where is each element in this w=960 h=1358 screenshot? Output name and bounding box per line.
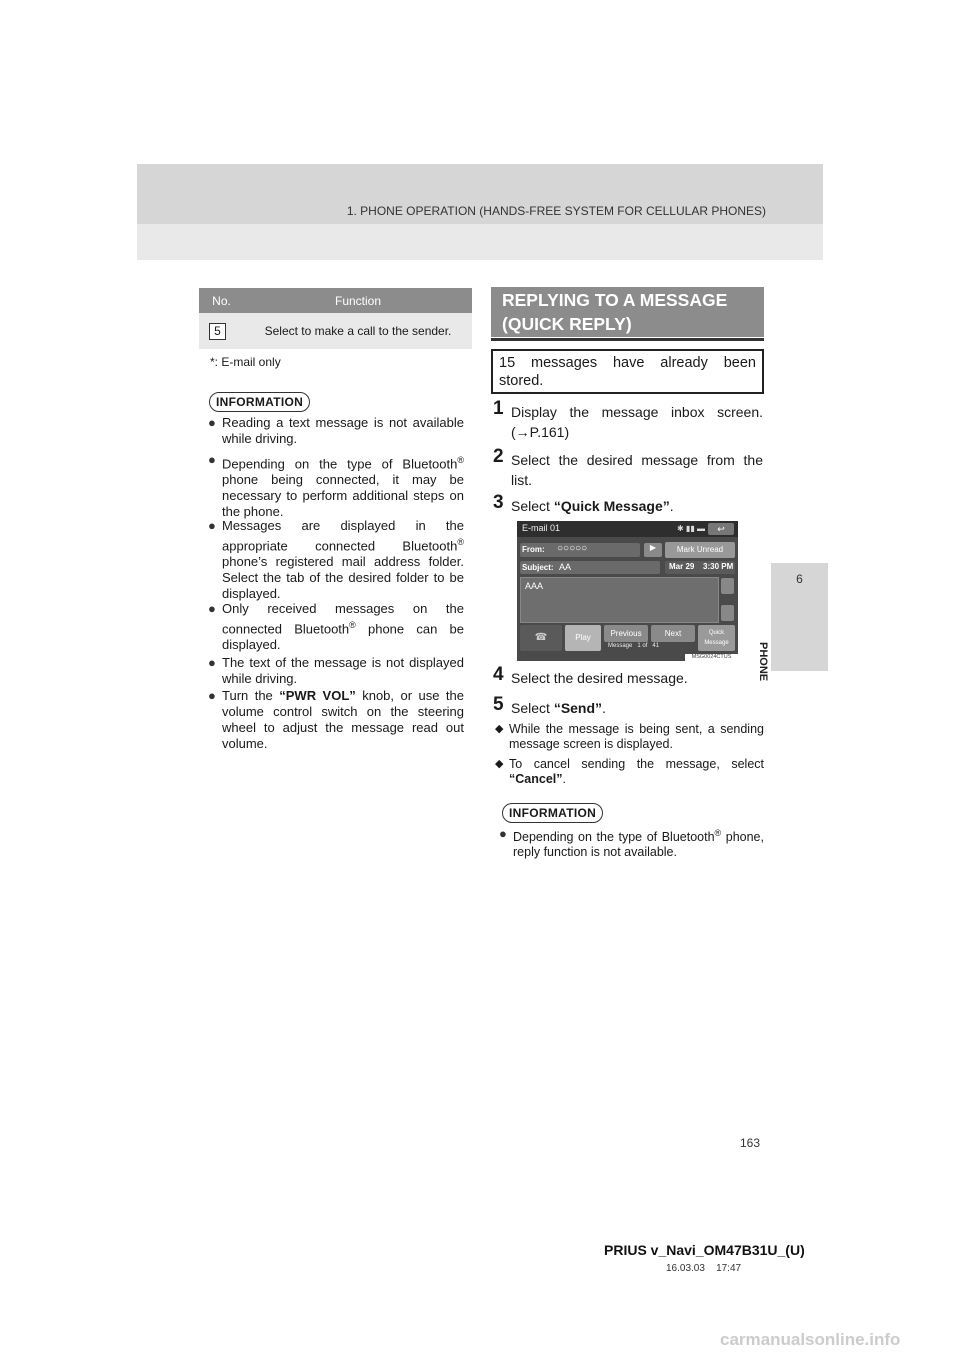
previous-button[interactable]: Previous bbox=[604, 625, 648, 642]
bullet-icon: ● bbox=[499, 826, 507, 841]
mark-unread-button[interactable]: Mark Unread bbox=[665, 542, 735, 558]
quick-message-button[interactable]: Quick Message bbox=[698, 625, 735, 651]
diamond-bullet-icon: ◆ bbox=[495, 758, 504, 770]
bullet-icon: ● bbox=[208, 415, 216, 430]
next-button[interactable]: Next bbox=[651, 625, 695, 642]
boxed-note: 15 messages have already been stored. bbox=[491, 349, 764, 394]
footnote: *: E-mail only bbox=[210, 355, 281, 369]
message-counter: Message 1 of 41 bbox=[608, 643, 660, 649]
info-bullet: ● Reading a text message is not available while driving. bbox=[208, 415, 464, 446]
play-button[interactable]: Play bbox=[565, 625, 601, 651]
step-1: 1 Display the message inbox screen. (→P.161) bbox=[493, 398, 763, 440]
information-badge: INFORMATION bbox=[209, 392, 310, 412]
from-label: From: bbox=[522, 545, 545, 554]
bullet-icon: ● bbox=[208, 655, 216, 670]
watermark: carmanualsonline.info bbox=[720, 1330, 901, 1349]
from-value: ○○○○○ bbox=[557, 543, 588, 554]
manual-model-code: PRIUS v_Navi_OM47B31U_(U) bbox=[604, 1242, 805, 1258]
bullet-icon: ● bbox=[208, 518, 216, 533]
step-bullet: ◆ To cancel sending the message, select “Cancel”. bbox=[495, 757, 764, 786]
information-badge: INFORMATION bbox=[502, 803, 603, 823]
bullet-icon: ● bbox=[208, 601, 216, 616]
step-4: 4 Select the desired message. bbox=[493, 664, 688, 686]
info-bullet: ● Only received messages on the connected Bluetooth® phone can be displayed. bbox=[208, 601, 464, 653]
step-bullet: ◆ While the message is being sent, a sending message screen is displayed. bbox=[495, 722, 764, 751]
chapter-number: 6 bbox=[796, 572, 803, 586]
screen-title: E-mail 01 bbox=[522, 523, 561, 533]
bullet-icon: ● bbox=[208, 688, 216, 703]
info-bullet: ● The text of the message is not displayed while driving. bbox=[208, 655, 464, 686]
section-rule bbox=[491, 338, 764, 341]
subject-value: AA bbox=[559, 562, 572, 572]
info-bullet: ● Depending on the type of Bluetooth® phone, reply function is not available. bbox=[499, 826, 764, 860]
message-screen-image bbox=[517, 521, 738, 661]
message-time: 3:30 PM bbox=[703, 562, 734, 571]
back-icon[interactable]: ↩ bbox=[708, 523, 734, 535]
figure-code: MSG0024CTUS bbox=[685, 654, 738, 661]
info-bullet: ● Turn the “PWR VOL” knob, or use the volume control switch on the steering wheel to adjust the message read out volume. bbox=[208, 688, 464, 751]
step-2: 2 Select the desired message from the list. bbox=[493, 446, 763, 488]
bullet-icon: ● bbox=[208, 452, 216, 467]
subject-label: Subject: bbox=[522, 563, 554, 572]
header-subband bbox=[137, 224, 823, 260]
step-3: 3 Select “Quick Message”. bbox=[493, 492, 674, 514]
step-5: 5 Select “Send”. bbox=[493, 694, 606, 716]
scroll-down-button[interactable] bbox=[721, 605, 734, 621]
chapter-label: PHONE bbox=[757, 642, 769, 682]
print-timestamp: 16.03.03 17:47 bbox=[666, 1263, 742, 1274]
message-body: AAA bbox=[525, 581, 544, 591]
call-icon[interactable]: ☎ bbox=[520, 625, 562, 651]
diamond-bullet-icon: ◆ bbox=[495, 723, 504, 735]
function-table bbox=[199, 288, 472, 349]
table-row bbox=[199, 313, 472, 349]
chapter-title: 1. PHONE OPERATION (HANDS-FREE SYSTEM FOR CELLULAR PHONES) bbox=[346, 204, 766, 218]
status-icons: ✱ ▮▮ ▬ bbox=[677, 524, 705, 533]
info-bullet: ● Depending on the type of Bluetooth® phone being connected, it may be necessary to perform additional steps on the phone. bbox=[208, 452, 464, 520]
page-number: 163 bbox=[740, 1136, 761, 1150]
message-date: Mar 29 bbox=[669, 562, 695, 571]
row-function: Select to make a call to the sender. bbox=[244, 313, 472, 349]
contact-icon[interactable]: ▶ bbox=[644, 543, 662, 557]
scroll-up-button[interactable] bbox=[721, 578, 734, 594]
row-number: 5 bbox=[209, 323, 226, 340]
section-heading: REPLYING TO A MESSAGE (QUICK REPLY) bbox=[491, 287, 764, 337]
info-bullet: ● Messages are displayed in the appropriate connected Bluetooth® phone’s registered mail address folder. Select the tab of the desired folder to be displayed. bbox=[208, 518, 464, 602]
col-header-no: No. bbox=[199, 288, 244, 313]
col-header-function: Function bbox=[244, 288, 472, 313]
